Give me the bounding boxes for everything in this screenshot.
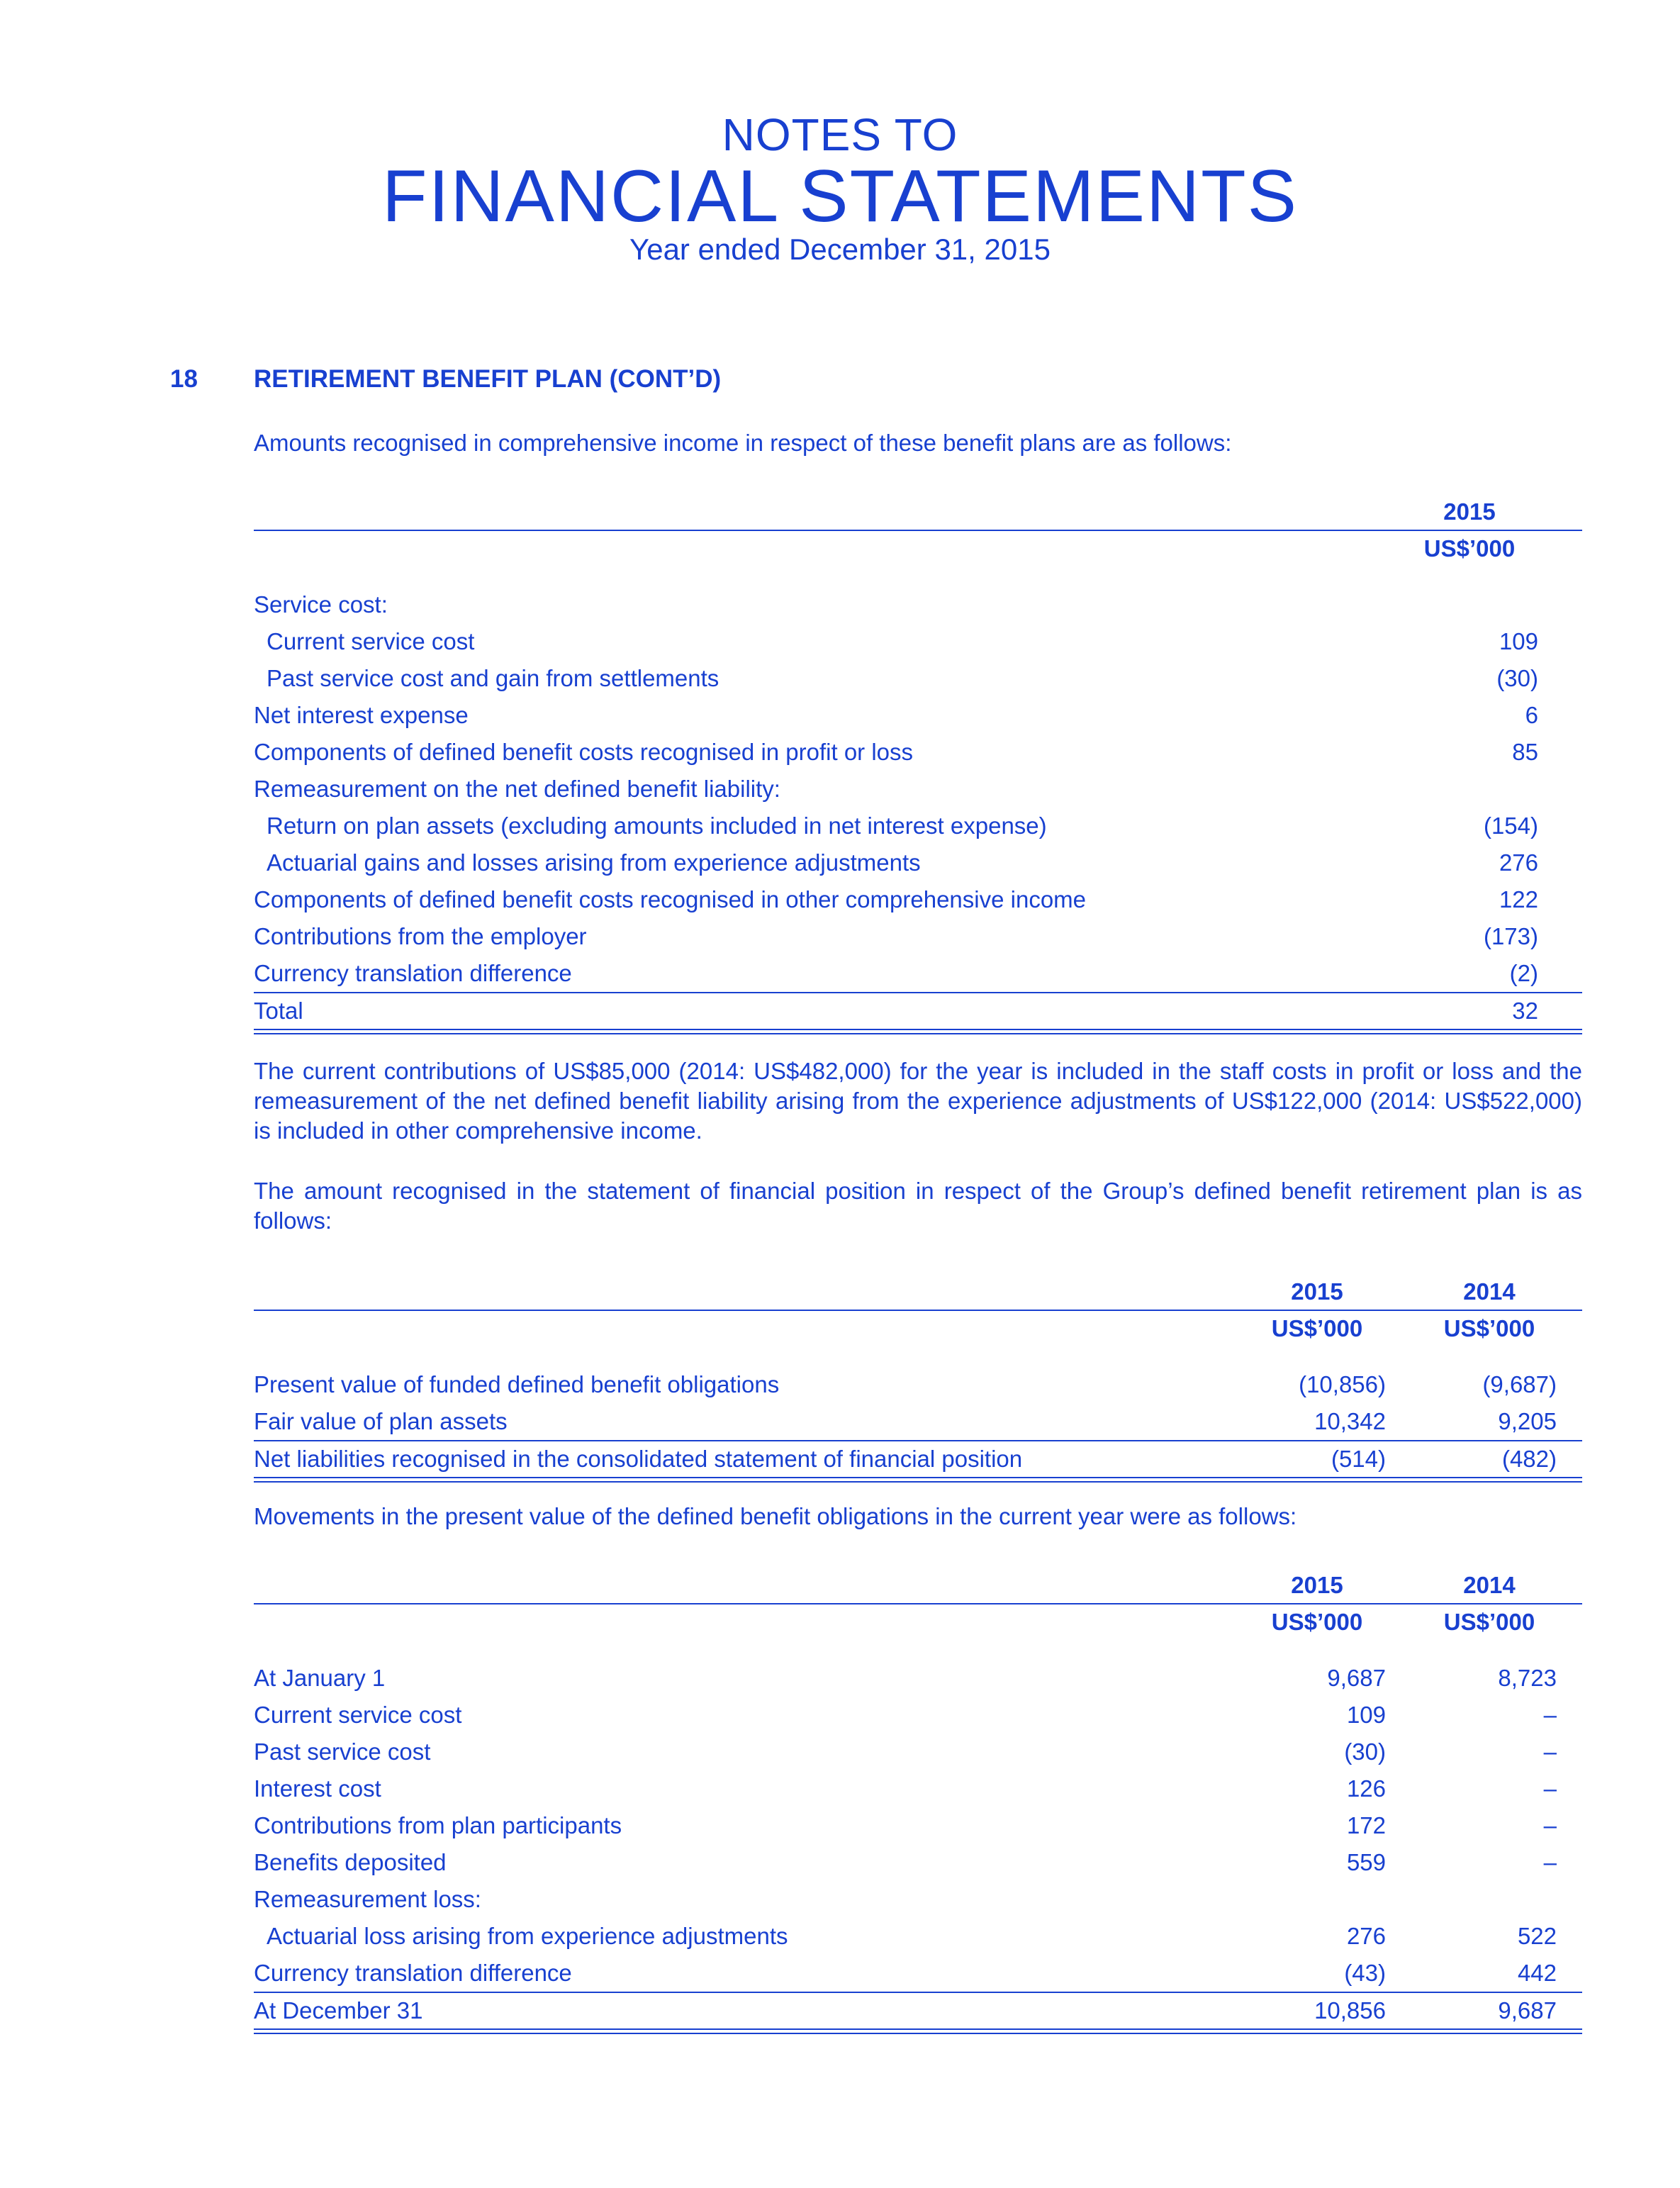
column-year-2014: 2014	[1463, 1572, 1516, 1598]
column-unit: US$’000	[1423, 535, 1516, 562]
row-label: Remeasurement loss:	[254, 1886, 481, 1912]
row-value-2015: 109	[1346, 1702, 1386, 1728]
intro-paragraph: Amounts recognised in comprehensive income in respect of these benefit plans are as follows:	[254, 430, 1232, 456]
table-row	[254, 1844, 1582, 1881]
row-label: Remeasurement on the net defined benefit liability:	[254, 776, 780, 802]
total-value-2014: 9,687	[1498, 1997, 1557, 2024]
section-title: RETIREMENT BENEFIT PLAN (CONT’D)	[254, 365, 722, 393]
table-row	[254, 623, 1582, 660]
row-value-2015: 122	[1499, 886, 1538, 912]
row-value-2015: (30)	[1344, 1738, 1386, 1765]
table-header-unit-row	[254, 1604, 1582, 1640]
table-row	[254, 1955, 1582, 1992]
total-value-2015: (514)	[1331, 1446, 1386, 1472]
column-year-2015: 2015	[1443, 498, 1496, 525]
row-value-2014: –	[1543, 1812, 1557, 1838]
movements-paragraph: Movements in the present value of the defined benefit obligations in the current year were as follows:	[254, 1503, 1297, 1529]
table-row	[254, 881, 1582, 918]
total-double-rule	[254, 2028, 1582, 2034]
total-label: Net liabilities recognised in the consolidated statement of financial position	[254, 1446, 1023, 1472]
header-notes-to: NOTES TO	[722, 109, 958, 160]
table-row	[254, 1807, 1582, 1844]
table-row	[254, 1660, 1582, 1697]
column-unit-2015: US$’000	[1271, 1315, 1363, 1341]
table-row	[254, 1881, 1582, 1918]
row-label: Components of defined benefit costs recognised in other comprehensive income	[254, 886, 1087, 912]
table-row	[254, 660, 1582, 697]
row-label: At January 1	[254, 1665, 386, 1691]
header-subtitle: Year ended December 31, 2015	[629, 233, 1051, 266]
row-value-2014: –	[1543, 1738, 1557, 1765]
contributions-paragraph: The current contributions of US$85,000 (2014: US$482,000) for the year is included in the staff costs in profit or loss and the remeasurement of the net defined benefit liability arising from the experience adjustments of US$122,000 (2014: US$522,000) is included in other comprehensive income.	[254, 1058, 1582, 1144]
table-row	[254, 1770, 1582, 1807]
column-year-2014: 2014	[1463, 1278, 1516, 1305]
column-unit-2015: US$’000	[1271, 1609, 1363, 1635]
table-row	[254, 1403, 1582, 1440]
row-label: Actuarial loss arising from experience adjustments	[267, 1923, 788, 1949]
total-label: At December 31	[254, 1997, 423, 2024]
row-label: Actuarial gains and losses arising from experience adjustments	[267, 849, 921, 876]
total-row	[254, 1441, 1582, 1477]
row-label: Currency translation difference	[254, 1960, 572, 1986]
row-value-2015: (43)	[1344, 1960, 1386, 1986]
total-double-rule	[254, 1477, 1582, 1483]
row-value-2015: 276	[1499, 849, 1538, 876]
row-label: Current service cost	[254, 1702, 462, 1728]
row-value-2014: 442	[1517, 1960, 1557, 1986]
row-label: Contributions from plan participants	[254, 1812, 622, 1838]
row-value-2014: –	[1543, 1775, 1557, 1802]
total-value-2015: 10,856	[1314, 1997, 1386, 2024]
table-row	[254, 771, 1582, 808]
row-label: Interest cost	[254, 1775, 381, 1802]
row-value-2015: (30)	[1496, 665, 1538, 691]
table-row	[254, 1734, 1582, 1770]
row-label: Contributions from the employer	[254, 923, 587, 949]
table-row	[254, 697, 1582, 734]
column-unit-2014: US$’000	[1443, 1315, 1535, 1341]
table-row	[254, 1366, 1582, 1403]
row-value-2015: 109	[1499, 628, 1538, 654]
table-row	[254, 1697, 1582, 1734]
row-value-2014: 522	[1517, 1923, 1557, 1949]
row-label: Service cost:	[254, 591, 388, 618]
comprehensive-income-table	[254, 494, 1582, 1034]
row-label: Benefits deposited	[254, 1849, 447, 1875]
table-row	[254, 808, 1582, 844]
column-unit-2014: US$’000	[1443, 1609, 1535, 1635]
obligations-movement-table	[254, 1568, 1582, 2034]
row-value-2015: (154)	[1483, 813, 1538, 839]
column-year-2015: 2015	[1291, 1572, 1343, 1598]
header-title: FINANCIAL STATEMENTS	[382, 155, 1298, 238]
row-value-2015: 126	[1346, 1775, 1386, 1802]
row-label: Present value of funded defined benefit obligations	[254, 1371, 780, 1397]
total-row	[254, 993, 1582, 1029]
table-header-year-row	[254, 494, 1582, 530]
row-value-2014: (9,687)	[1482, 1371, 1557, 1397]
financial-position-table	[254, 1274, 1582, 1483]
table-header-unit-row	[254, 1311, 1582, 1346]
row-value-2014: 8,723	[1498, 1665, 1557, 1691]
row-value-2015: (173)	[1483, 923, 1538, 949]
row-label: Components of defined benefit costs recognised in profit or loss	[254, 739, 914, 765]
row-label: Past service cost and gain from settlements	[267, 665, 719, 691]
total-double-rule	[254, 1029, 1582, 1034]
table-header-year-row	[254, 1568, 1582, 1603]
total-row	[254, 1993, 1582, 2028]
total-value-2014: (482)	[1501, 1446, 1557, 1472]
financial-position-paragraph: The amount recognised in the statement of financial position in respect of the Group’s defined benefit retirement plan is as follows:	[254, 1178, 1582, 1234]
table-row	[254, 918, 1582, 955]
row-value-2015: 172	[1346, 1812, 1386, 1838]
row-label: Currency translation difference	[254, 960, 572, 986]
row-label: Net interest expense	[254, 702, 469, 728]
row-value-2015: 6	[1525, 702, 1538, 728]
row-value-2014: 9,205	[1498, 1408, 1557, 1434]
row-value-2014: –	[1543, 1702, 1557, 1728]
row-label: Fair value of plan assets	[254, 1408, 508, 1434]
table-row	[254, 955, 1582, 992]
row-label: Return on plan assets (excluding amounts included in net interest expense)	[267, 813, 1047, 839]
column-year-2015: 2015	[1291, 1278, 1343, 1305]
row-label: Current service cost	[267, 628, 475, 654]
total-label: Total	[254, 998, 303, 1024]
table-row	[254, 844, 1582, 881]
row-label: Past service cost	[254, 1738, 431, 1765]
total-value-2015: 32	[1512, 998, 1538, 1024]
row-value-2015: (10,856)	[1299, 1371, 1386, 1397]
row-value-2015: 559	[1346, 1849, 1386, 1875]
table-row	[254, 586, 1582, 623]
table-row	[254, 1918, 1582, 1955]
table-header-year-row	[254, 1274, 1582, 1310]
table-header-unit-row	[254, 531, 1582, 566]
section-number: 18	[170, 365, 198, 393]
row-value-2015: (2)	[1509, 960, 1538, 986]
row-value-2015: 9,687	[1327, 1665, 1386, 1691]
row-value-2015: 85	[1512, 739, 1538, 765]
row-value-2014: –	[1543, 1849, 1557, 1875]
row-value-2015: 10,342	[1314, 1408, 1386, 1434]
table-row	[254, 734, 1582, 771]
row-value-2015: 276	[1346, 1923, 1386, 1949]
